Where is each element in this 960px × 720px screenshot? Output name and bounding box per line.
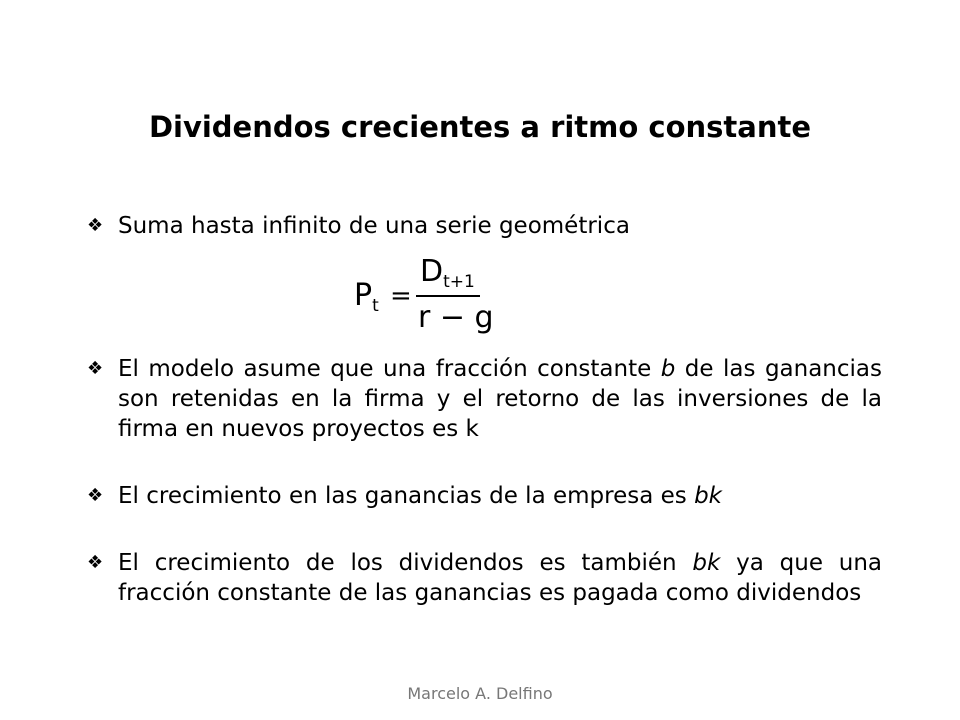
formula-numerator [420,254,475,300]
bullet-item-2 [87,354,882,444]
formula-equals: = [390,281,412,311]
bullet-segment: de las ganancias son retenidas en la firma y el retorno de las inversiones de la firma en nuevos proyectos es k [118,356,882,442]
growing-dividend-formula [354,254,494,338]
bullet-segment-italic: bk [694,483,722,509]
bullet-segment: El modelo asume que una fracción constante [118,356,661,382]
bullet-item-3 [87,481,882,511]
bullet-item-1 [87,211,882,241]
bullet-segment: El crecimiento en las ganancias de la empresa es [118,483,695,509]
bullet-segment: Suma hasta infinito de una serie geométrica [118,213,630,239]
fraction-bar [416,295,480,297]
formula-numerator-subscript: t+1 [443,272,475,292]
diamond-bullet-icon: ❖ [87,358,104,379]
bullet-item-4 [87,548,882,608]
diamond-bullet-icon: ❖ [87,215,104,236]
formula-lhs-symbol: P [354,278,373,313]
bullet-segment-italic: bk [692,550,721,576]
bullet-text [118,354,882,444]
bullet-text [118,211,882,241]
bullet-segment-italic: b [660,356,676,382]
bullet-text [118,481,882,511]
bullet-segment: ya que una fracción constante de las ganancias es pagada como dividendos [118,550,883,606]
diamond-bullet-icon: ❖ [87,485,104,506]
bullet-segment: El crecimiento de los dividendos es también [118,550,693,576]
formula-lhs-subscript: t [372,296,379,316]
formula-numerator-symbol: D [420,254,444,289]
formula-denominator: r − g [418,300,494,335]
slide-title: Dividendos crecientes a ritmo constante [148,110,812,144]
diamond-bullet-icon: ❖ [87,552,104,573]
footer-author: Marcelo A. Delfino [407,684,553,703]
bullet-text [118,548,882,608]
formula-lhs [354,278,379,324]
